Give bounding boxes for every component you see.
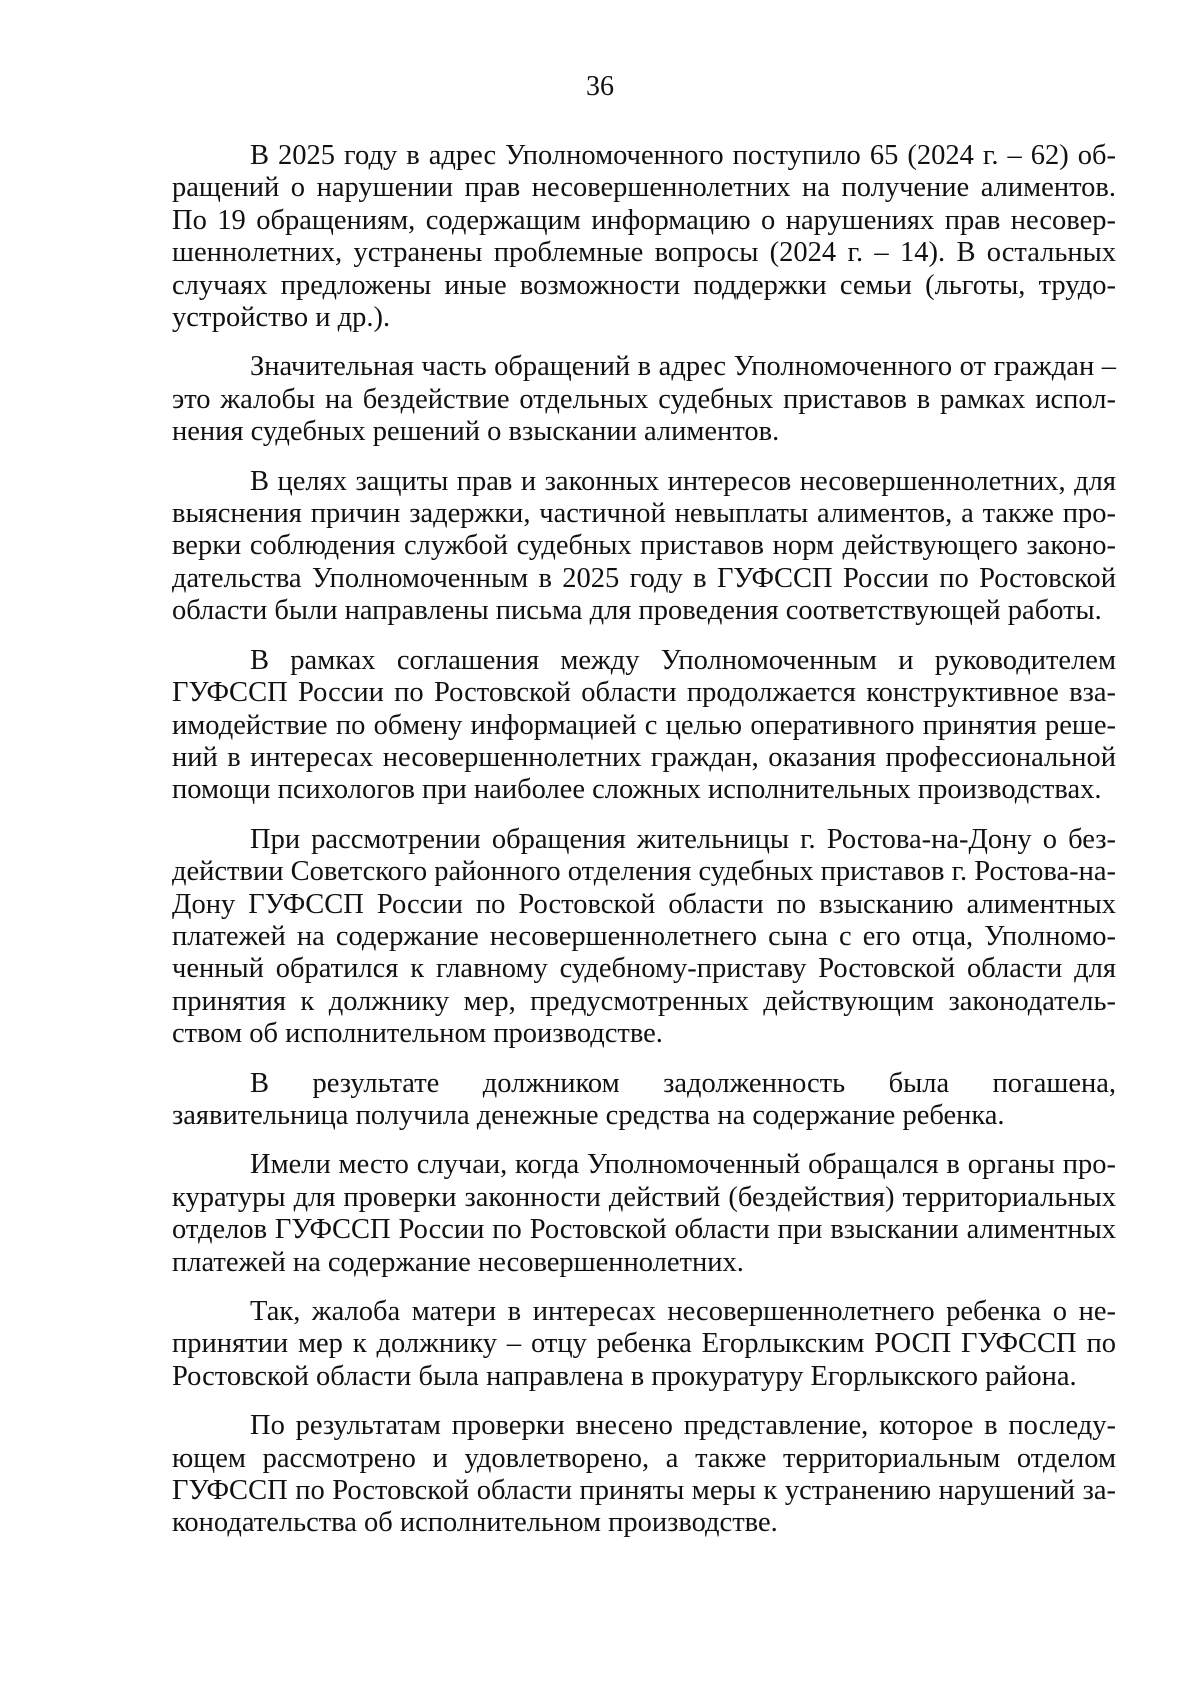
paragraph: В рамках соглашения между Уполномоченным и руководителем ГУФССП России по Ростовской области продолжается конструктивное взаимодействие по обмену информацией с целью оперативного принятия решений в интересах несовершеннолетних граждан, оказания профессиональной помощи психологов при наиболее сложных исполнительных производствах. bbox=[172, 644, 1116, 806]
body-text bbox=[172, 140, 1116, 1557]
paragraph: При рассмотрении обращения жительницы г. Ростова-на-Дону о бездействии Советского районного отделения судебных приставов г. Ростова-на-Дону ГУФССП России по Ростовской области по взысканию алиментных платежей на содержание несовершеннолетнего сына с его отца, Уполномоченный обратился к главному судебному-приставу Ростовской области для принятия к должнику мер, предусмотренных действующим законодательством об исполнительном производстве. bbox=[172, 823, 1116, 1050]
paragraph: В результате должником задолженность была погашена, заявительница получила денежные средства на содержание ребенка. bbox=[172, 1067, 1116, 1131]
paragraph: Так, жалоба матери в интересах несовершеннолетнего ребенка о непринятии мер к должнику – отцу ребенка Егорлыкским РОСП ГУФССП по Ростовской области была направлена в прокуратуру Егорлыкского района. bbox=[172, 1296, 1116, 1392]
paragraph: В целях защиты прав и законных интересов несовершеннолетних, для выяснения причин задержки, частичной невыплаты алиментов, а также проверки соблюдения службой судебных приставов норм действующего законодательства Уполномоченным в 2025 году в ГУФССП России по Ростовской области были направлены письма для проведения соответствующей работы. bbox=[172, 465, 1116, 627]
paragraph: По результатам проверки внесено представление, которое в последующем рассмотрено и удовлетворено, а также территориальным отделом ГУФССП по Ростовской области приняты меры к устранению нарушений законодательства об исполнительном производстве. bbox=[172, 1410, 1116, 1539]
page-number: 36 bbox=[586, 71, 614, 102]
paragraph: Имели место случаи, когда Уполномоченный обращался в органы прокуратуры для проверки законности действий (бездействия) территориальных отделов ГУФССП России по Ростовской области при взыскании алиментных платежей на содержание несовершеннолетних. bbox=[172, 1149, 1116, 1278]
paragraph: В 2025 году в адрес Уполномоченного поступило 65 (2024 г. – 62) обращений о нарушении прав несовершеннолетних на получение алиментов. По 19 обращениям, содержащим информацию о нарушениях прав несовершеннолетних, устранены проблемные вопросы (2024 г. – 14). В остальных случаях предложены иные возможности поддержки семьи (льготы, трудоустройство и др.). bbox=[172, 140, 1116, 334]
paragraph: Значительная часть обращений в адрес Уполномоченного от граждан – это жалобы на бездействие отдельных судебных приставов в рамках исполнения судебных решений о взыскании алиментов. bbox=[172, 351, 1116, 448]
